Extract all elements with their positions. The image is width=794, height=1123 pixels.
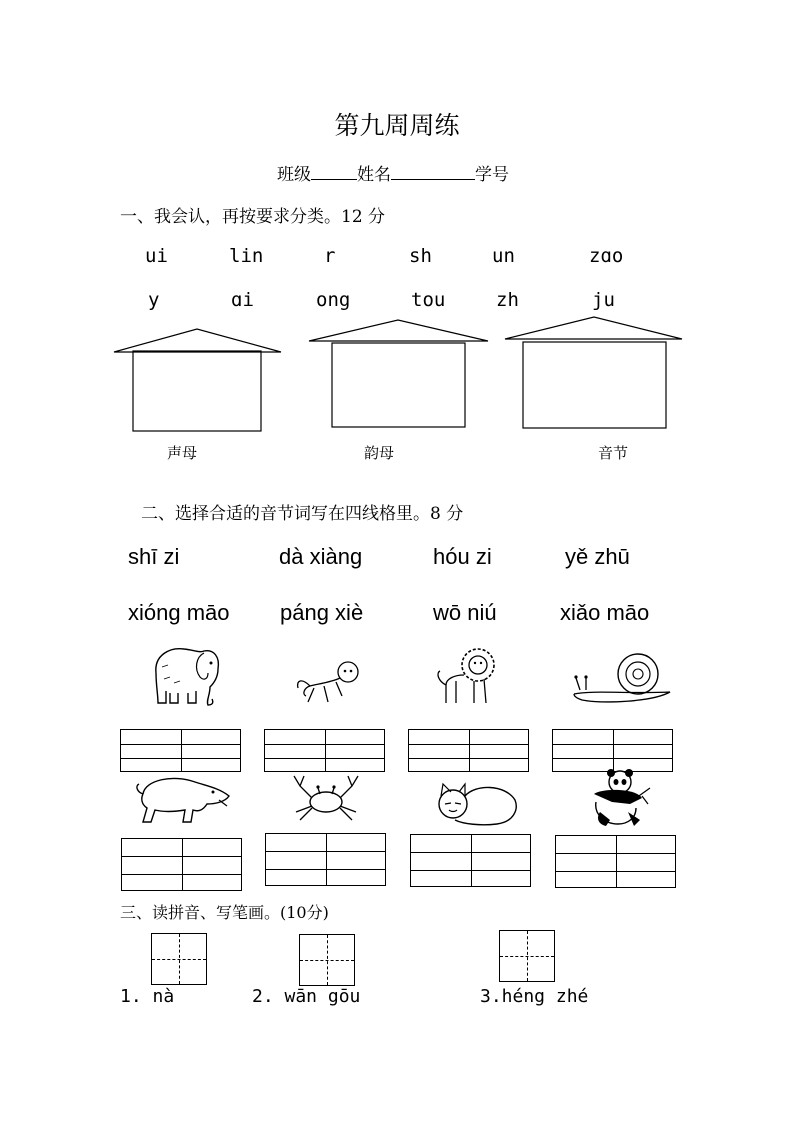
syllable-item: tou — [411, 289, 446, 311]
word-option: hóu zi — [433, 544, 492, 569]
stroke-item: 3.héng zhé — [480, 986, 589, 1007]
number-label: 学号 — [475, 165, 509, 185]
house-1 — [114, 329, 281, 431]
word-option: xióng māo — [128, 600, 230, 625]
syllable-item: ong — [316, 289, 351, 311]
syllable-item: ju — [592, 289, 615, 311]
cat-picture — [435, 776, 519, 828]
syllable-item: lin — [229, 245, 264, 267]
boar-picture — [133, 770, 233, 826]
syllable-item: zɑo — [589, 245, 624, 267]
syllable-item: r — [324, 245, 336, 267]
house-label-shengmu: 声母 — [167, 444, 198, 462]
house-3 — [505, 317, 682, 428]
section2-heading: 二、选择合适的音节词写在四线格里。8 分 — [141, 504, 464, 524]
house-label-yunmu: 韵母 — [364, 444, 395, 462]
syllable-item: sh — [409, 245, 432, 267]
lion-picture — [434, 645, 504, 709]
snail-picture — [572, 650, 672, 706]
tianzi-grid[interactable] — [299, 934, 355, 986]
word-option: yě zhū — [565, 544, 630, 569]
section1-heading: 一、我会认，再按要求分类。12 分 — [120, 207, 386, 227]
section3-heading: 三、读拼音、写笔画。(10分) — [120, 903, 329, 922]
panda-picture — [580, 768, 652, 830]
name-label: 姓名 — [357, 165, 391, 185]
word-option: dà xiàng — [279, 544, 363, 569]
syllable-item: un — [492, 245, 515, 267]
four-line-grid[interactable] — [120, 729, 241, 772]
word-option: páng xiè — [280, 600, 364, 625]
syllable-item: ɑi — [231, 289, 254, 311]
monkey-picture — [294, 658, 366, 706]
four-line-grid[interactable] — [408, 729, 529, 772]
syllable-item: ui — [145, 245, 168, 267]
tianzi-grid[interactable] — [499, 930, 555, 982]
four-line-grid[interactable] — [555, 835, 676, 888]
house-2 — [309, 320, 488, 427]
stroke-item: 2. wān gōu — [252, 986, 361, 1007]
page-title: 第九周周练 — [334, 111, 460, 140]
stroke-item: 1. nà — [120, 986, 175, 1007]
crab-picture — [288, 772, 364, 822]
four-line-grid[interactable] — [264, 729, 385, 772]
syllable-item: zh — [496, 289, 519, 311]
four-line-grid[interactable] — [410, 834, 531, 887]
elephant-picture — [148, 643, 224, 709]
word-option: shī zi — [128, 544, 180, 569]
four-line-grid[interactable] — [265, 833, 386, 886]
word-option: wō niú — [433, 600, 497, 625]
four-line-grid[interactable] — [552, 729, 673, 772]
house-label-yinjie: 音节 — [598, 444, 629, 462]
tianzi-grid[interactable] — [151, 933, 207, 985]
class-label: 班级 — [277, 165, 311, 185]
four-line-grid[interactable] — [121, 838, 242, 891]
houses-drawing — [0, 0, 794, 470]
syllable-item: y — [148, 289, 160, 311]
word-option: xiǎo māo — [560, 600, 650, 625]
